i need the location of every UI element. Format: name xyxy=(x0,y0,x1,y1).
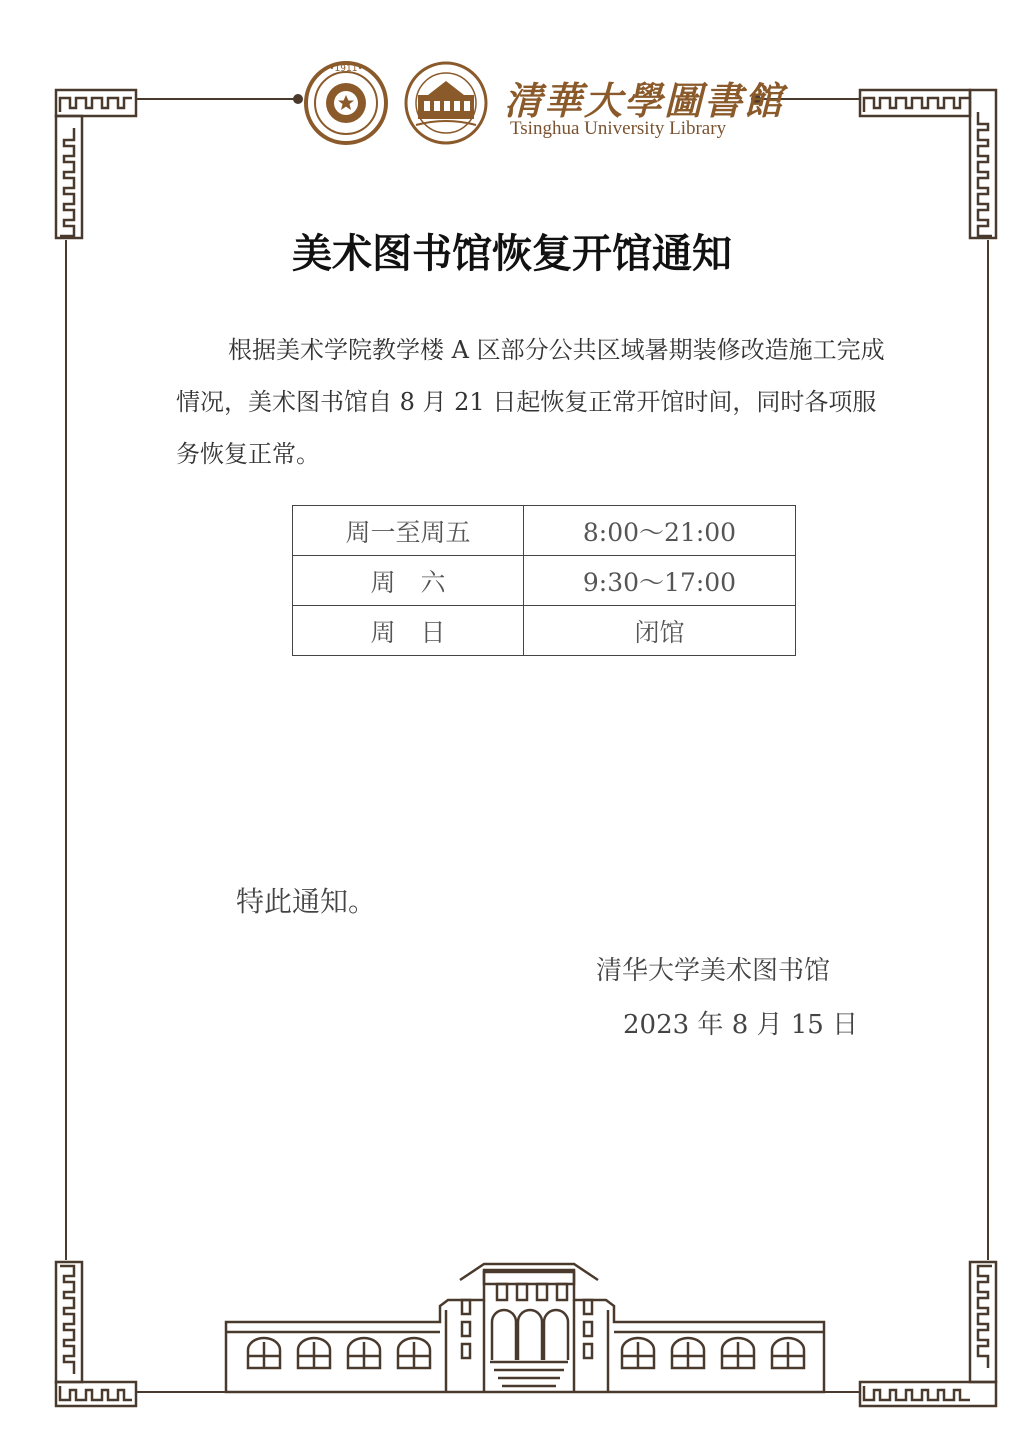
svg-text:•1911•: •1911• xyxy=(329,64,363,74)
corner-bottom-right xyxy=(860,1262,996,1406)
notice-date: 2023 年 8 月 15 日 xyxy=(623,1010,859,1040)
schedule-hours: 9:30～17:00 xyxy=(524,556,796,606)
tsinghua-university-seal xyxy=(306,63,386,143)
opening-hours-table xyxy=(292,505,796,656)
schedule-hours: 8:00～21:00 xyxy=(524,506,796,556)
library-name-chinese: 清華大學圖書館 xyxy=(504,78,785,123)
schedule-day: 周 六 xyxy=(293,556,524,606)
table-row xyxy=(293,506,796,556)
library-emblem xyxy=(406,63,486,143)
library-name-english: Tsinghua University Library xyxy=(510,118,727,139)
closing-remark: 特此通知。 xyxy=(236,885,377,918)
corner-top-left xyxy=(56,90,136,238)
schedule-hours: 闭馆 xyxy=(524,606,796,656)
corner-bottom-left xyxy=(56,1262,136,1406)
signer: 清华大学美术图书馆 xyxy=(596,956,831,986)
notice-title: 美术图书馆恢复开馆通知 xyxy=(292,231,732,277)
corner-top-right xyxy=(860,90,996,238)
notice-body: 根据美术学院教学楼 A 区部分公共区域暑期装修改造施工完成情况，美术图书馆自 8 月 21 日起恢复正常开馆时间，同时各项服务恢复正常。 xyxy=(176,336,885,468)
schedule-day: 周 日 xyxy=(293,606,524,656)
table-row xyxy=(293,606,796,656)
library-building-illustration xyxy=(226,1264,824,1392)
schedule-day: 周一至周五 xyxy=(293,506,524,556)
table-row xyxy=(293,556,796,606)
